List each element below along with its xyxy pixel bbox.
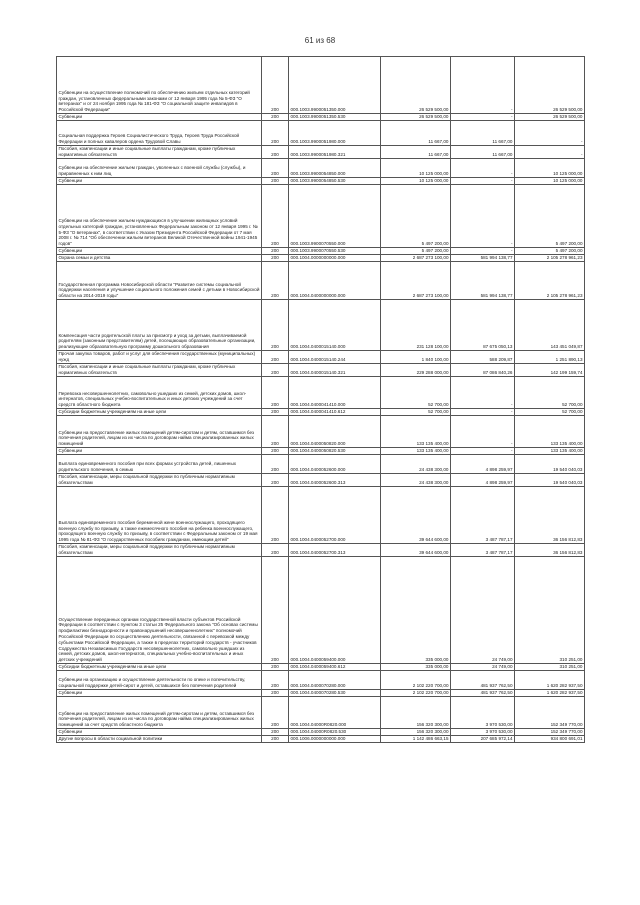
item-name: Прочая закупка товаров, работ и услуг для обеспечения государственных (муниципальных) нужд: [57, 351, 262, 364]
executed-amount: 3 970 530,00: [451, 697, 515, 729]
table-row: [57, 262, 585, 300]
unexecuted-amount: 2 105 278 961,23: [515, 262, 585, 300]
approved-amount: 2 687 273 100,00: [381, 262, 451, 300]
budget-classification-code: 000.1004.0400050820.530: [289, 448, 381, 455]
line-code: 200: [262, 664, 289, 671]
table-row: [57, 409, 585, 416]
executed-amount: 207 685 972,14: [451, 736, 515, 743]
executed-amount: 24 749,00: [451, 557, 515, 664]
table-row: [57, 690, 585, 697]
executed-amount: 87 086 840,26: [451, 364, 515, 377]
item-name: Субвенции: [57, 248, 262, 255]
budget-classification-code: 000.1004.0400052700.000: [289, 487, 381, 544]
unexecuted-amount: 52 700,00: [515, 409, 585, 416]
unexecuted-amount: 5 497 200,00: [515, 248, 585, 255]
executed-amount: -: [451, 248, 515, 255]
item-name: Пособия, компенсации, меры социальной поддержки по публичным нормативным обязательствам: [57, 474, 262, 487]
unexecuted-amount: -: [515, 146, 585, 159]
line-code: 200: [262, 671, 289, 690]
executed-amount: -: [451, 409, 515, 416]
executed-amount: -: [451, 178, 515, 185]
table-row: [57, 557, 585, 664]
budget-table: [56, 56, 585, 743]
approved-amount: 231 128 100,00: [381, 300, 451, 351]
item-name: Пособия, компенсации, меры социальной поддержки по публичным нормативным обязательствам: [57, 544, 262, 557]
approved-amount: 24 438 300,00: [381, 455, 451, 474]
item-name: Субвенции на предоставление жилых помещений детям-сиротам и детям, оставшимся без попечения родителей, лицам из их числа по договорам найма специализированных жилых помещений: [57, 416, 262, 448]
executed-amount: -: [451, 159, 515, 178]
budget-classification-code: 000.1003.9900070550.530: [289, 248, 381, 255]
executed-amount: 481 937 762,50: [451, 690, 515, 697]
executed-amount: 4 898 259,97: [451, 455, 515, 474]
approved-amount: 10 125 000,00: [381, 178, 451, 185]
table-row: [57, 364, 585, 377]
item-name: Субвенции на предоставление жилых помещений детям-сиротам и детям, оставшимся без попечения родителей, лицам из их числа по договорам найма специализированных жилых помещений за счет средств областного бюджета: [57, 697, 262, 729]
approved-amount: 335 000,00: [381, 664, 451, 671]
line-code: 200: [262, 114, 289, 121]
table-row: [57, 697, 585, 729]
unexecuted-amount: -: [515, 121, 585, 146]
line-code: 200: [262, 159, 289, 178]
unexecuted-amount: 1 620 282 937,50: [515, 671, 585, 690]
approved-amount: 52 700,00: [381, 409, 451, 416]
item-name: Субвенции: [57, 690, 262, 697]
budget-classification-code: 000.1004.0400070280.000: [289, 671, 381, 690]
line-code: 200: [262, 377, 289, 409]
approved-amount: 26 529 500,00: [381, 114, 451, 121]
budget-classification-code: 000.1003.9900051350.530: [289, 114, 381, 121]
unexecuted-amount: 52 700,00: [515, 377, 585, 409]
approved-amount: 1 840 100,00: [381, 351, 451, 364]
executed-amount: 11 667,00: [451, 146, 515, 159]
budget-classification-code: 000.1004.04000R0820.530: [289, 729, 381, 736]
item-name: Другие вопросы в области социальной политики: [57, 736, 262, 743]
executed-amount: 87 675 050,13: [451, 300, 515, 351]
table-row: [57, 455, 585, 474]
unexecuted-amount: 2 105 278 961,23: [515, 255, 585, 262]
unexecuted-amount: 310 251,00: [515, 557, 585, 664]
item-name: Государственная программа Новосибирской области "Развитие системы социальной поддержки населения и улучшение социального положения семей с детьми в Новосибирской области на 2014-2019 годы": [57, 262, 262, 300]
budget-classification-code: 000.1004.0400015140.244: [289, 351, 381, 364]
item-name: Субвенции: [57, 178, 262, 185]
executed-amount: -: [451, 448, 515, 455]
table-row: [57, 255, 585, 262]
table-row: [57, 146, 585, 159]
item-name: Субсидии бюджетным учреждениям на иные цели: [57, 409, 262, 416]
item-name: Субсидии бюджетным учреждениям на иные цели: [57, 664, 262, 671]
budget-table-body: [57, 57, 585, 743]
line-code: 200: [262, 557, 289, 664]
approved-amount: 39 644 600,00: [381, 544, 451, 557]
line-code: 200: [262, 544, 289, 557]
unexecuted-amount: 133 135 400,00: [515, 416, 585, 448]
approved-amount: 52 700,00: [381, 377, 451, 409]
unexecuted-amount: 36 156 812,83: [515, 487, 585, 544]
unexecuted-amount: 1 251 890,13: [515, 351, 585, 364]
item-name: Выплата единовременного пособия беременной жене военнослужащего, проходящего военную службу по призыву, а также ежемесячного пособия на ребенка военнослужащего, проходящего военную службу по призыву, в соответствии с Федеральным законом от 19 мая 1995 года № 81-ФЗ "О государственных пособиях гражданам, имеющим детей": [57, 487, 262, 544]
line-code: 200: [262, 185, 289, 248]
item-name: Субвенции на организацию и осуществление деятельности по опеке и попечительству, социальной поддержке детей-сирот и детей, оставшихся без попечения родителей: [57, 671, 262, 690]
approved-amount: 5 497 200,00: [381, 248, 451, 255]
budget-classification-code: 000.1003.9900054850.530: [289, 178, 381, 185]
table-row: [57, 729, 585, 736]
item-name: Осуществление переданных органам государственной власти субъектов Российской Федерации в соответствии с пунктом 3 статьи 25 Федерального закона "Об основах системы профилактики безнадзорности и правонарушений несовершеннолетних" полномочий Российской Федерации по осуществлению деятельности, связанной с перевозкой между субъектами Российской Федерации, а также в пределах территорий государств - участников Содружества Независимых Государств несовершеннолетних, самовольно ушедших из семей, детских домов, школ-интернатов, специальных учебно-воспитательных и иных детских учреждений: [57, 557, 262, 664]
budget-classification-code: 000.1004.0400015140.321: [289, 364, 381, 377]
table-row: [57, 736, 585, 743]
table-row: [57, 664, 585, 671]
approved-amount: 229 288 000,00: [381, 364, 451, 377]
line-code: 200: [262, 690, 289, 697]
budget-classification-code: 000.1004.0400052600.000: [289, 455, 381, 474]
budget-classification-code: 000.1003.9900051350.000: [289, 57, 381, 114]
unexecuted-amount: 1 620 282 937,50: [515, 690, 585, 697]
executed-amount: 3 487 787,17: [451, 487, 515, 544]
approved-amount: 26 529 500,00: [381, 57, 451, 114]
executed-amount: -: [451, 185, 515, 248]
line-code: 200: [262, 262, 289, 300]
executed-amount: 581 994 138,77: [451, 262, 515, 300]
table-row: [57, 671, 585, 690]
table-row: [57, 300, 585, 351]
unexecuted-amount: 934 800 691,01: [515, 736, 585, 743]
table-row: [57, 448, 585, 455]
approved-amount: 2 102 220 700,00: [381, 690, 451, 697]
page-number: 61 из 68: [304, 36, 336, 45]
line-code: 200: [262, 697, 289, 729]
approved-amount: 39 644 600,00: [381, 487, 451, 544]
unexecuted-amount: 152 349 770,00: [515, 729, 585, 736]
item-name: Пособия, компенсации и иные социальные выплаты гражданам, кроме публичных нормативных обязательств: [57, 364, 262, 377]
budget-classification-code: 000.1004.0400052700.313: [289, 544, 381, 557]
budget-classification-code: 000.1004.0400052600.313: [289, 474, 381, 487]
table-row: [57, 377, 585, 409]
budget-classification-code: 000.1003.9900054850.000: [289, 159, 381, 178]
budget-classification-code: 000.1003.9900051980.000: [289, 121, 381, 146]
line-code: 200: [262, 474, 289, 487]
unexecuted-amount: 310 251,00: [515, 664, 585, 671]
line-code: 200: [262, 178, 289, 185]
item-name: Субвенции: [57, 729, 262, 736]
approved-amount: 11 667,00: [381, 121, 451, 146]
executed-amount: 3 487 787,17: [451, 544, 515, 557]
table-row: [57, 544, 585, 557]
line-code: 200: [262, 409, 289, 416]
item-name: Субвенции на обеспечение жильем граждан, уволенных с военной службы (службы), и приравненных к ним лиц: [57, 159, 262, 178]
unexecuted-amount: 10 125 000,00: [515, 159, 585, 178]
line-code: 200: [262, 255, 289, 262]
budget-classification-code: 000.1004.0000000000.000: [289, 255, 381, 262]
line-code: 200: [262, 248, 289, 255]
executed-amount: -: [451, 114, 515, 121]
budget-classification-code: 000.1004.0400059400.000: [289, 557, 381, 664]
budget-classification-code: 000.1004.0400000000.000: [289, 262, 381, 300]
budget-classification-code: 000.1004.0400041410.000: [289, 377, 381, 409]
line-code: 200: [262, 300, 289, 351]
approved-amount: 5 497 200,00: [381, 185, 451, 248]
unexecuted-amount: 143 451 049,87: [515, 300, 585, 351]
executed-amount: 581 994 138,77: [451, 255, 515, 262]
line-code: 200: [262, 364, 289, 377]
approved-amount: 156 320 300,00: [381, 729, 451, 736]
executed-amount: 4 898 259,97: [451, 474, 515, 487]
executed-amount: -: [451, 57, 515, 114]
budget-classification-code: 000.1004.04000R0820.000: [289, 697, 381, 729]
line-code: 200: [262, 448, 289, 455]
executed-amount: 3 970 530,00: [451, 729, 515, 736]
executed-amount: -: [451, 416, 515, 448]
table-row: [57, 248, 585, 255]
item-name: Социальная поддержка Героев Социалистического Труда, Героев Труда Российской Федерации и полных кавалеров ордена Трудовой Славы: [57, 121, 262, 146]
approved-amount: 156 320 300,00: [381, 697, 451, 729]
item-name: Субвенции: [57, 448, 262, 455]
unexecuted-amount: 133 135 400,00: [515, 448, 585, 455]
table-row: [57, 159, 585, 178]
budget-classification-code: 000.1003.9900051980.321: [289, 146, 381, 159]
unexecuted-amount: 19 540 040,03: [515, 474, 585, 487]
executed-amount: 24 749,00: [451, 664, 515, 671]
table-row: [57, 121, 585, 146]
item-name: Выплата единовременного пособия при всех формах устройства детей, лишенных родительского попечения, в семью: [57, 455, 262, 474]
unexecuted-amount: 26 529 500,00: [515, 57, 585, 114]
item-name: Перевозка несовершеннолетних, самовольно ушедших из семей, детских домов, школ-интернатов, специальных учебно-воспитательных и иных детских учреждений за счет средств областного бюджета: [57, 377, 262, 409]
budget-classification-code: 000.1004.0400070280.530: [289, 690, 381, 697]
item-name: Пособия, компенсации и иные социальные выплаты гражданам, кроме публичных нормативных обязательств: [57, 146, 262, 159]
unexecuted-amount: 19 540 040,03: [515, 455, 585, 474]
approved-amount: 24 438 300,00: [381, 474, 451, 487]
line-code: 200: [262, 57, 289, 114]
item-name: Субвенции: [57, 114, 262, 121]
approved-amount: 2 102 220 700,00: [381, 671, 451, 690]
unexecuted-amount: 5 497 200,00: [515, 185, 585, 248]
table-row: [57, 114, 585, 121]
approved-amount: 10 125 000,00: [381, 159, 451, 178]
item-name: Субвенции на осуществление полномочий по обеспечению жильем отдельных категорий граждан, установленных федеральными законами от 12 января 1995 года № 5-ФЗ "О ветеранах" и от 24 ноября 1995 года № 181-ФЗ "О социальной защите инвалидов в Российской Федерации": [57, 57, 262, 114]
unexecuted-amount: 142 199 159,74: [515, 364, 585, 377]
budget-classification-code: 000.1004.0400041410.612: [289, 409, 381, 416]
table-row: [57, 57, 585, 114]
item-name: Субвенции на обеспечение жильем нуждающихся в улучшении жилищных условий отдельных категорий граждан, установленных Федеральным законом от 12 января 1995 г. № 5-ФЗ "О ветеранах", в соответствии с Указом Президента Российской Федерации от 7 мая 2008 г. № 714 "Об обеспечении жильем ветеранов Великой Отечественной войны 1941-1945 годов": [57, 185, 262, 248]
line-code: 200: [262, 487, 289, 544]
unexecuted-amount: 36 156 812,83: [515, 544, 585, 557]
executed-amount: 588 209,87: [451, 351, 515, 364]
budget-classification-code: 000.1004.0400059400.612: [289, 664, 381, 671]
line-code: 200: [262, 729, 289, 736]
line-code: 200: [262, 416, 289, 448]
line-code: 200: [262, 146, 289, 159]
approved-amount: 133 135 400,00: [381, 448, 451, 455]
line-code: 200: [262, 736, 289, 743]
approved-amount: 2 687 273 100,00: [381, 255, 451, 262]
executed-amount: -: [451, 377, 515, 409]
table-row: [57, 487, 585, 544]
line-code: 200: [262, 455, 289, 474]
unexecuted-amount: 26 529 500,00: [515, 114, 585, 121]
table-row: [57, 185, 585, 248]
budget-classification-code: 000.1004.0400050820.000: [289, 416, 381, 448]
approved-amount: 335 000,00: [381, 557, 451, 664]
table-row: [57, 351, 585, 364]
approved-amount: 1 142 486 663,15: [381, 736, 451, 743]
line-code: 200: [262, 121, 289, 146]
executed-amount: 11 667,00: [451, 121, 515, 146]
executed-amount: 481 937 762,50: [451, 671, 515, 690]
table-row: [57, 178, 585, 185]
item-name: Охрана семьи и детства: [57, 255, 262, 262]
table-row: [57, 416, 585, 448]
budget-classification-code: 000.1006.0000000000.000: [289, 736, 381, 743]
table-row: [57, 474, 585, 487]
unexecuted-amount: 152 349 770,00: [515, 697, 585, 729]
budget-classification-code: 000.1004.0400015140.000: [289, 300, 381, 351]
line-code: 200: [262, 351, 289, 364]
item-name: Компенсация части родительской платы за присмотр и уход за детьми, выплачиваемой родителям (законным представителям) детей, посещающих образовательные организации, реализующие образовательную программу дошкольного образования: [57, 300, 262, 351]
budget-classification-code: 000.1003.9900070550.000: [289, 185, 381, 248]
approved-amount: 11 667,00: [381, 146, 451, 159]
unexecuted-amount: 10 125 000,00: [515, 178, 585, 185]
approved-amount: 133 135 400,00: [381, 416, 451, 448]
